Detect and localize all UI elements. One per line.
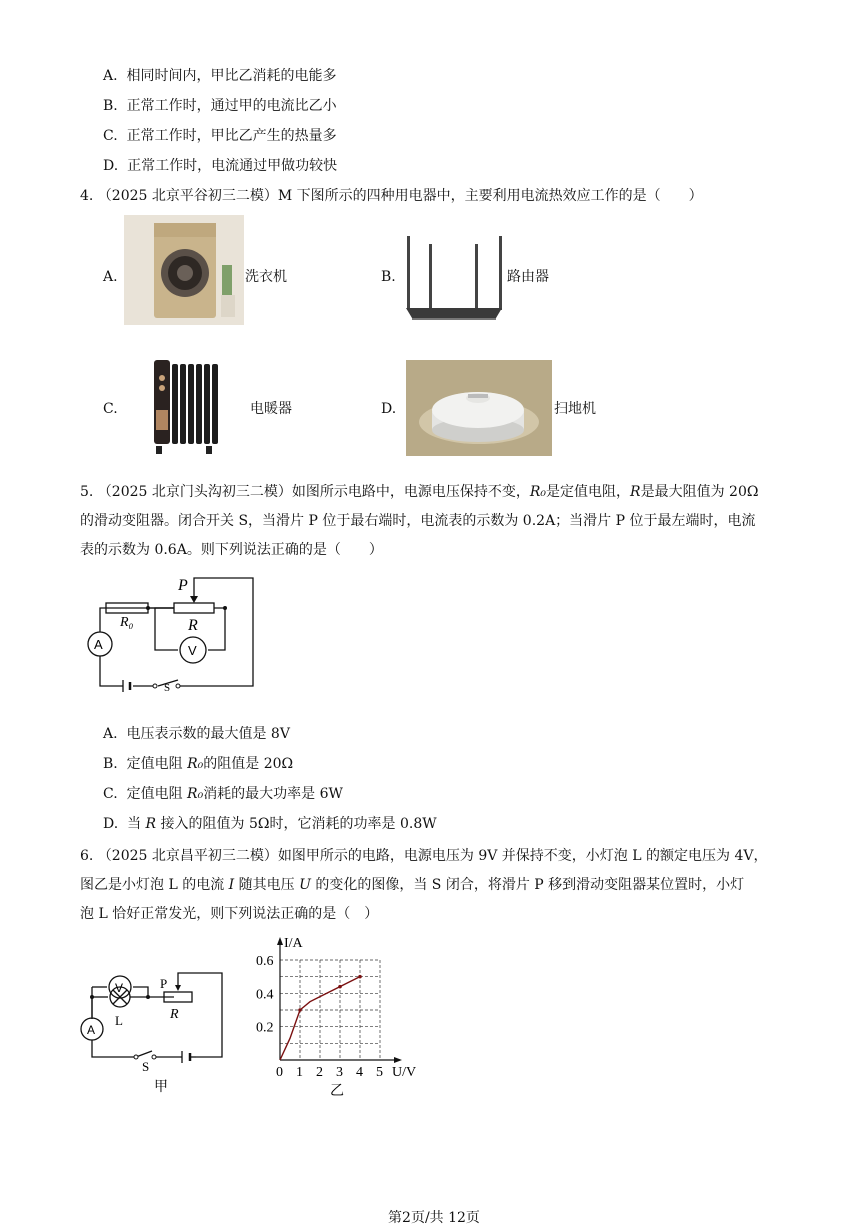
iv-point: [298, 1008, 302, 1012]
q5-option-d: D. 当 R 接入的阻值为 5Ω时，它消耗的功率是 0.8W: [103, 816, 437, 832]
iv-x-tick-label: 5: [376, 1065, 383, 1080]
q6-iv-graph: [252, 935, 427, 1100]
q5-stem-line3: 表的示数为 0.6A。则下列说法正确的是（ ）: [80, 542, 383, 558]
q5-label-switch: S: [164, 682, 171, 694]
q3-option-b: B. 正常工作时，通过甲的电流比乙小: [103, 98, 337, 114]
q6-stem-line3: 泡 L 恰好正常发光，则下列说法正确的是（ ）: [80, 906, 379, 922]
iv-x-tick-label: 1: [296, 1065, 303, 1080]
q4-option-a-text: 洗衣机: [245, 269, 287, 285]
q6-label-l: L: [115, 1013, 123, 1028]
q6-caption-jia: 甲: [154, 1080, 168, 1095]
q6-circuit-diagram: [74, 955, 234, 1095]
q6-label-r: R: [170, 1007, 179, 1022]
q6-label-p: P: [160, 976, 168, 991]
q5-label-r: R: [188, 617, 198, 634]
iv-y-axis-label: I/A: [284, 936, 303, 951]
q6-stem-line2: 图乙是小灯泡 L 的电流 I 随其电压 U 的变化的图像，当 S 闭合，将滑片 P 移到滑动变阻器某位置时，小灯: [80, 877, 745, 893]
iv-ticks: [256, 954, 383, 1080]
q4-option-b-letter: B.: [381, 269, 396, 285]
q6-label-s: S: [142, 1059, 150, 1074]
q3-option-a: A. 相同时间内，甲比乙消耗的电能多: [103, 68, 337, 84]
q5-label-ammeter: A: [94, 637, 103, 652]
q6-stem-line1: 6. （2025 北京昌平初三二模）如图甲所示的电路，电源电压为 9V 并保持不变，小灯泡 L 的额定电压为 4V，: [80, 848, 768, 864]
iv-point: [338, 985, 342, 989]
iv-axes: [277, 937, 402, 1063]
q5-circuit-diagram: [78, 570, 268, 695]
q6-label-a: A: [87, 1023, 96, 1037]
q5-label-p: P: [178, 577, 188, 594]
q4-option-d-letter: D.: [381, 401, 397, 417]
q6-label-v: V: [115, 981, 124, 995]
q4-option-b-text: 路由器: [507, 269, 549, 285]
iv-grid: [280, 960, 380, 1060]
q3-option-c: C. 正常工作时，甲比乙产生的热量多: [103, 128, 337, 144]
washing-machine-image: [124, 215, 244, 325]
q5-option-c: C. 定值电阻 R₀消耗的最大功率是 6W: [103, 786, 343, 802]
q4-option-a-letter: A.: [103, 269, 118, 285]
page-footer: 第2页/共 12页: [388, 1210, 480, 1226]
robot-vacuum-image: [406, 360, 552, 456]
iv-x-tick-label: 3: [336, 1065, 343, 1080]
iv-point: [358, 975, 362, 979]
iv-y-arrow: [277, 937, 283, 945]
iv-x-tick-label: 0: [276, 1065, 283, 1080]
router-image: [402, 222, 506, 326]
iv-x-tick-label: 4: [356, 1065, 363, 1080]
q6-stem: [80, 842, 795, 929]
q5-option-b: B. 定值电阻 R₀的阻值是 20Ω: [103, 756, 294, 772]
q5-label-voltmeter: V: [188, 643, 197, 658]
oil-heater-image: [150, 350, 220, 460]
q5-label-r0: R₀: [120, 615, 134, 630]
q4-stem: 4. （2025 北京平谷初三二模）M 下图所示的四种用电器中，主要利用电流热效应工作的是（ ）: [80, 188, 703, 204]
q5-stem-line1: 5. （2025 北京门头沟初三二模）如图所示电路中，电源电压保持不变，R₀是定值电阻，R是最大阻值为 20Ω: [80, 484, 759, 500]
iv-x-axis-label: U/V: [392, 1065, 417, 1080]
iv-x-arrow: [394, 1057, 402, 1063]
iv-y-tick-label: 0.2: [256, 1020, 274, 1036]
q4-option-c-letter: C.: [103, 401, 118, 417]
q4-option-c-text: 电暖器: [250, 401, 292, 417]
iv-x-tick-label: 2: [316, 1065, 323, 1080]
q6-caption-yi: 乙: [330, 1084, 344, 1099]
q4-option-d-text: 扫地机: [554, 401, 596, 417]
q5-stem: [80, 478, 795, 565]
q5-option-a: A. 电压表示数的最大值是 8V: [103, 726, 290, 742]
q5-stem-line2: 的滑动变阻器。闭合开关 S，当滑片 P 位于最右端时，电流表的示数为 0.2A；当滑片 P 位于最左端时，电流: [80, 513, 756, 529]
iv-y-tick-label: 0.6: [256, 954, 274, 969]
q3-option-d: D. 正常工作时，电流通过甲做功较快: [103, 158, 338, 174]
iv-y-tick-label: 0.4: [256, 987, 274, 1003]
